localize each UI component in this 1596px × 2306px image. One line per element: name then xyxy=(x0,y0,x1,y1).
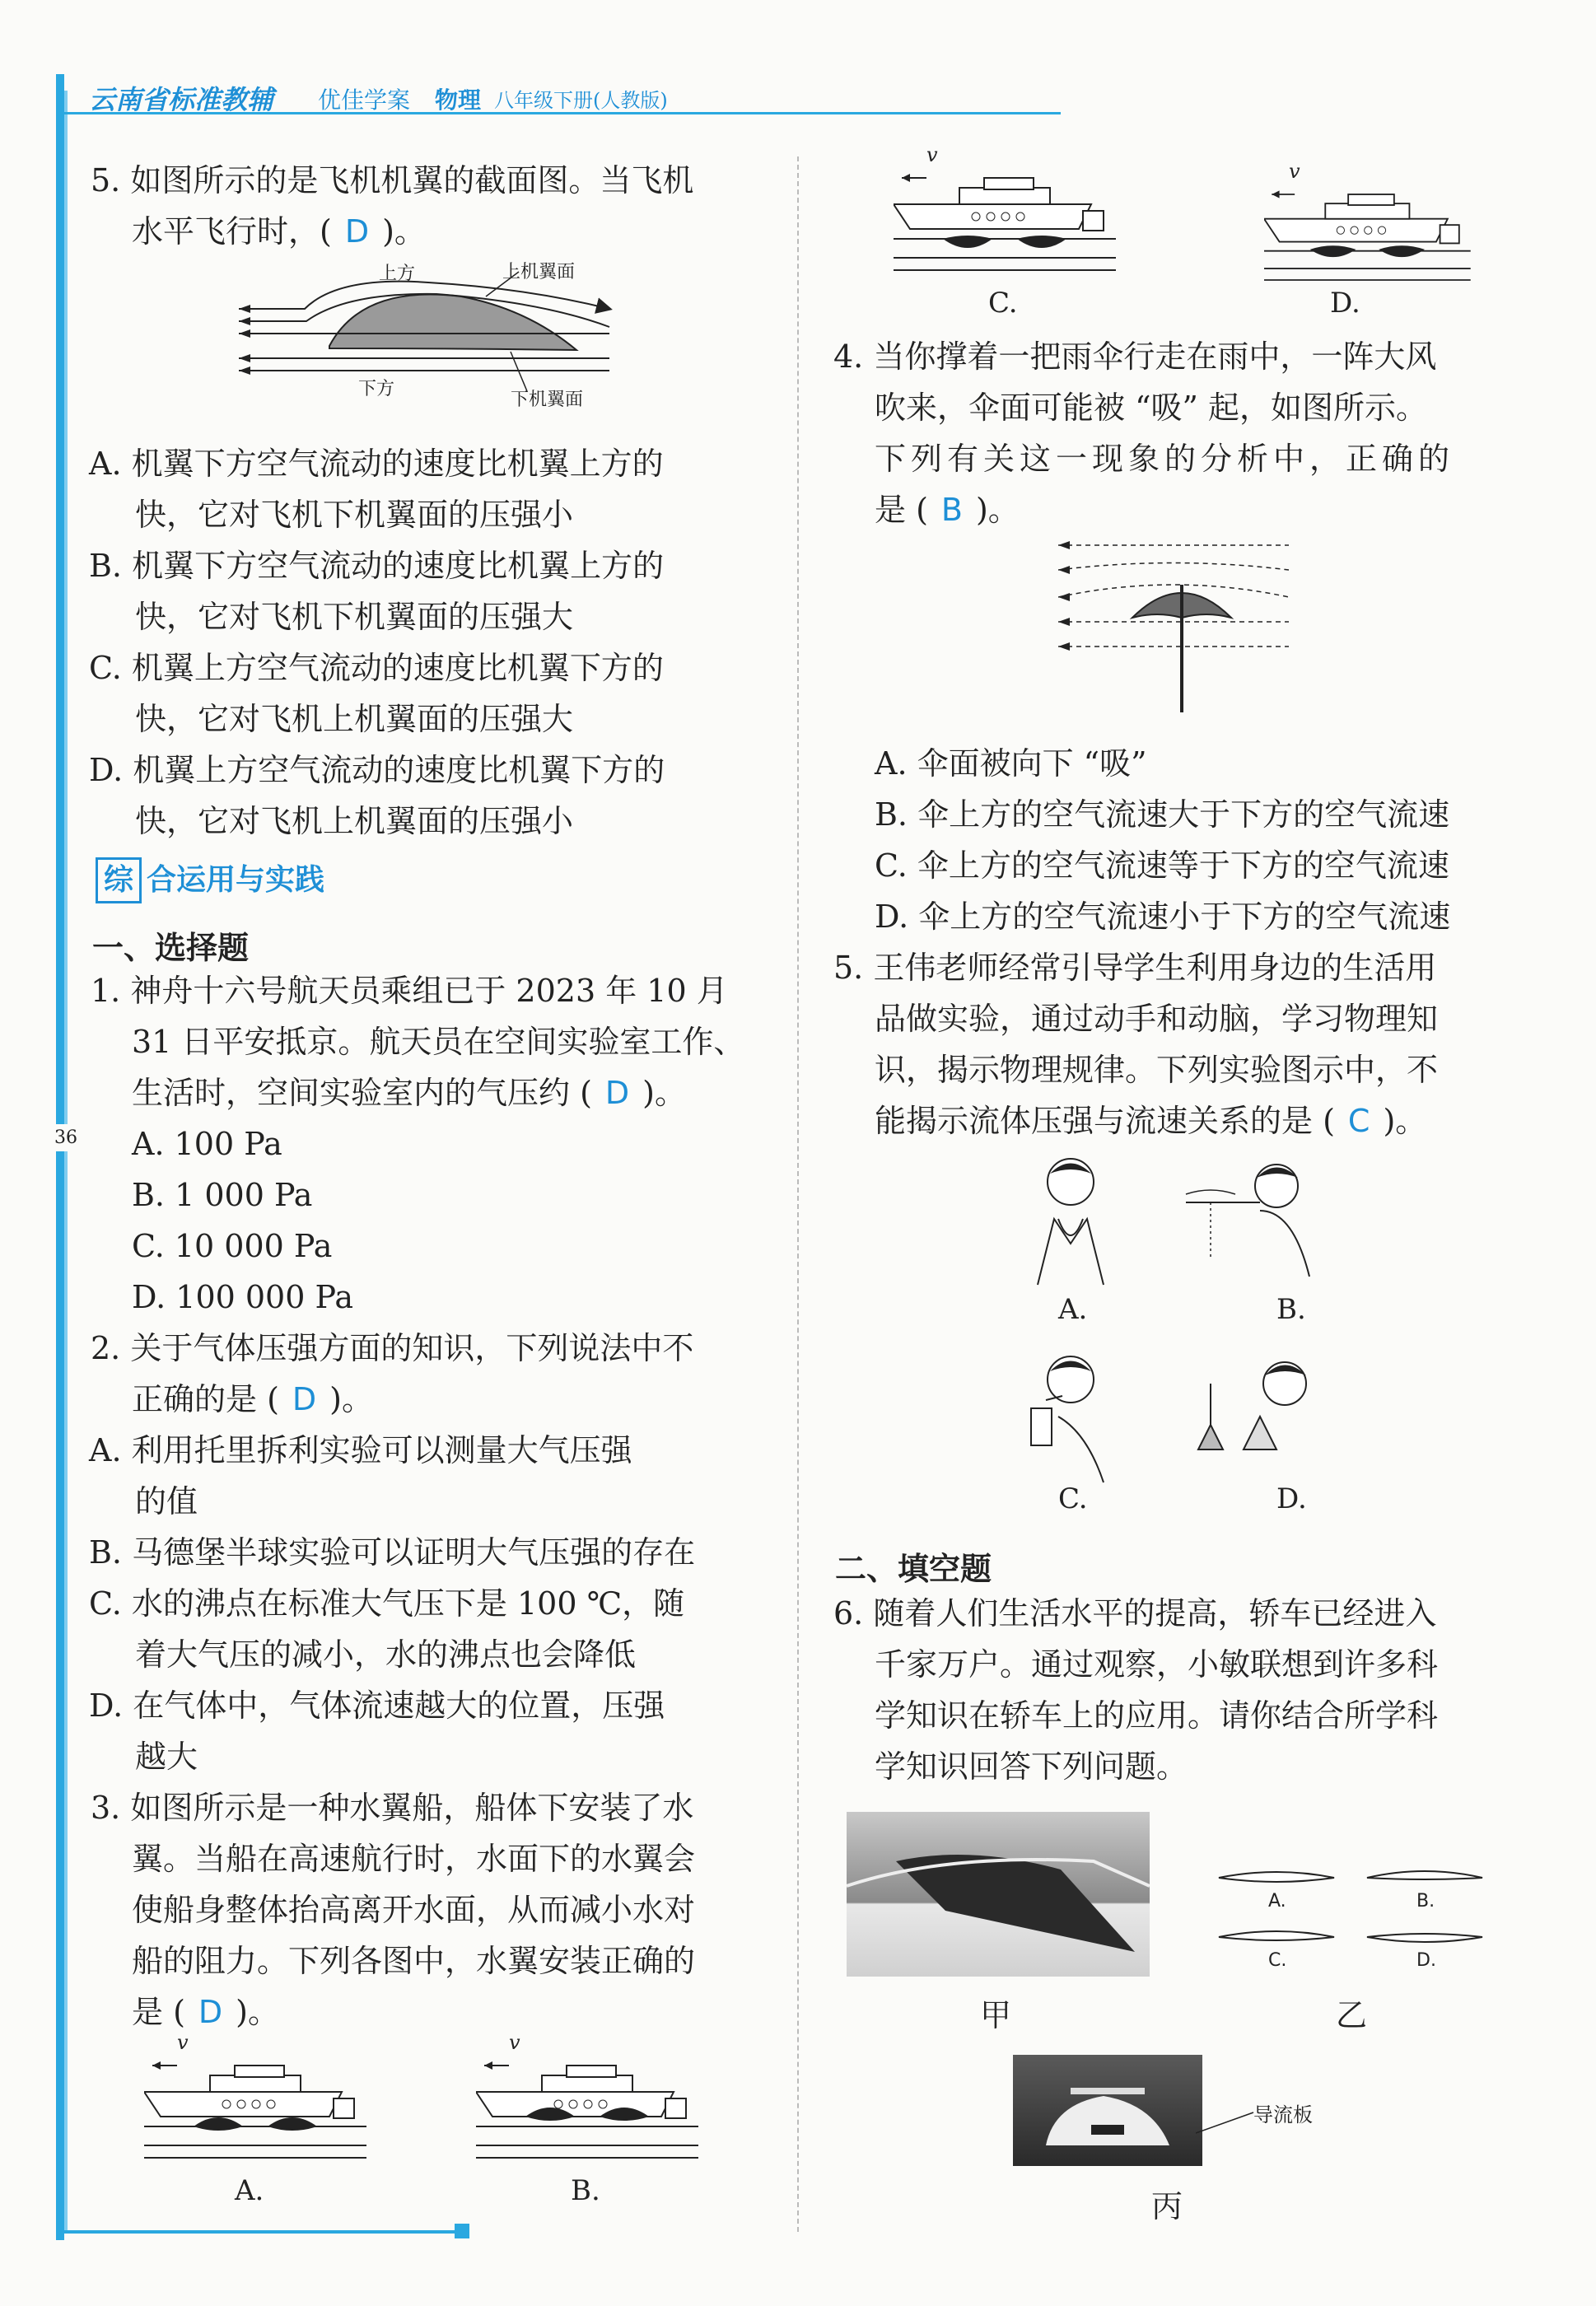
q4-line1: 4. 当你撑着一把雨伞行走在雨中，一阵大风 xyxy=(833,338,1437,375)
q5-option-c: C. 机翼上方空气流动的速度比机翼下方的 快，它对飞机上机翼面的压强大 xyxy=(89,650,664,737)
q1-line3: 生活时，空间实验室内的气压约 ( D )。 xyxy=(132,1075,686,1111)
q1-option-b: B. 1 000 Pa xyxy=(132,1177,313,1213)
boat-figure-a xyxy=(144,2031,383,2207)
q5-option-d: D. 机翼上方空气流动的速度比机翼下方的 快，它对飞机上机翼面的压强小 xyxy=(89,752,665,839)
q4-option-b: B. 伞上方的空气流速大于下方的空气流速 xyxy=(875,796,1450,833)
q2-answer: D xyxy=(292,1381,317,1417)
q3-answer: D xyxy=(198,1994,223,2030)
question-5-wing xyxy=(91,155,774,257)
airfoil-label-b: B. xyxy=(1416,1891,1435,1912)
q4-answer: B xyxy=(940,492,963,528)
header-series: 云南省标准教辅 xyxy=(89,84,274,115)
q5r-line2: 品做实验，通过动手和动脑，学习物理知 xyxy=(875,1001,1439,1037)
q6-line2: 千家万户。通过观察，小敏联想到许多科 xyxy=(875,1646,1439,1683)
q1-line2: 31 日平安抵京。航天员在空间实验室工作、 xyxy=(132,1024,745,1060)
q4-option-c: C. 伞上方的空气流速等于下方的空气流速 xyxy=(875,847,1449,884)
q1-line1: 1. 神舟十六号航天员乘组已于 2023 年 10 月 xyxy=(91,973,728,1009)
experiment-d xyxy=(1194,1351,1326,1524)
wing-lower-surface-label: 下机翼面 xyxy=(511,390,584,410)
boat-a-velocity: v xyxy=(177,2031,189,2054)
car-window-sketch xyxy=(847,1812,1150,1977)
q2-option-c: C. 水的沸点在标准大气压下是 100 ℃，随 着大气压的减小，水的沸点也会降低 xyxy=(89,1585,685,1673)
header-grade: 八年级下册(人教版) xyxy=(494,89,668,112)
q3-line5: 是 ( D )。 xyxy=(132,1994,279,2030)
experiment-a-sketch xyxy=(1021,1153,1120,1293)
q4-option-a: A. 伞面被向下 “吸” xyxy=(875,745,1147,782)
q5-line1: 5. 如图所示的是飞机机翼的截面图。当飞机 xyxy=(91,162,694,198)
q6-line3: 学知识在轿车上的应用。请你结合所学科 xyxy=(875,1697,1439,1734)
label-jia: 甲 xyxy=(980,1997,1012,2033)
section-badge: 综 xyxy=(96,857,142,903)
experiment-b-sketch xyxy=(1178,1153,1326,1293)
spoiler-label: 导流板 xyxy=(1253,2103,1313,2126)
airfoil-figure-yi xyxy=(1211,1861,1491,1977)
experiment-c-sketch xyxy=(1021,1351,1120,1491)
boat-a-label: A. xyxy=(235,2174,264,2207)
q5-options xyxy=(91,438,774,847)
boat-b-diagram xyxy=(476,2034,707,2166)
q2-option-a: A. 利用托里拆利实验可以测量大气压强 的值 xyxy=(89,1432,632,1519)
airfoil-label-d: D. xyxy=(1416,1950,1436,1971)
q2-option-d: D. 在气体中，气体流速越大的位置，压强 越大 xyxy=(89,1687,665,1775)
header-subject: 物理 xyxy=(435,86,482,114)
bottom-marker xyxy=(455,2224,469,2238)
spoiler-pointer-line xyxy=(1196,2108,1262,2141)
q4-options xyxy=(833,738,1517,942)
question-3 xyxy=(91,1782,774,2038)
q4-line3: 下列有关这一现象的分析中，正确的 xyxy=(875,441,1455,477)
wing-upper-surface-label: 上机翼面 xyxy=(502,262,576,282)
q1-option-d: D. 100 000 Pa xyxy=(132,1279,354,1315)
boat-b-label: B. xyxy=(571,2174,600,2207)
column-divider xyxy=(797,156,799,2232)
spoiler-car-sketch xyxy=(1013,2055,1202,2166)
boat-d-velocity: v xyxy=(1289,160,1300,183)
boat-d-label: D. xyxy=(1330,287,1360,320)
q6-line4: 学知识回答下列问题。 xyxy=(875,1748,1188,1785)
page-number: 36 xyxy=(54,1124,77,1151)
question-5-experiments xyxy=(833,942,1517,1146)
header-bar xyxy=(56,74,1061,114)
wing-figure xyxy=(214,251,642,416)
experiment-b-label: B. xyxy=(1276,1293,1306,1326)
wing-lower-label: 下方 xyxy=(358,379,395,399)
car-photo-bing xyxy=(1013,2055,1202,2166)
left-border-bar xyxy=(56,74,64,2240)
label-yi: 乙 xyxy=(1336,1997,1368,2033)
q5r-line1: 5. 王伟老师经常引导学生利用身边的生活用 xyxy=(833,950,1437,986)
q1-option-a: A. 100 Pa xyxy=(132,1126,282,1162)
q4-line2: 吹来，伞面可能被 “吸” 起，如图所示。 xyxy=(875,390,1428,426)
airfoil-shapes xyxy=(1211,1861,1491,1968)
experiment-a-label: A. xyxy=(1058,1293,1088,1326)
airfoil-label-c: C. xyxy=(1268,1950,1287,1971)
question-1 xyxy=(91,965,774,1323)
boat-a-diagram xyxy=(144,2034,375,2166)
car-photo-jia xyxy=(847,1812,1150,1977)
q2-option-b: B. 马德堡半球实验可以证明大气压强的存在 xyxy=(89,1534,696,1571)
umbrella-figure xyxy=(1058,535,1297,725)
q3-line4: 船的阻力。下列各图中，水翼安装正确的 xyxy=(132,1943,696,1979)
q4-line4: 是 ( B )。 xyxy=(875,492,1020,528)
umbrella-diagram xyxy=(1058,535,1297,725)
experiment-b xyxy=(1178,1153,1326,1334)
boat-c-label: C. xyxy=(988,287,1018,320)
q2-line2: 正确的是 ( D )。 xyxy=(132,1381,373,1417)
left-border-accent xyxy=(64,91,68,2232)
q4-option-d: D. 伞上方的空气流速小于下方的空气流速 xyxy=(875,899,1451,935)
q3-line1: 3. 如图所示是一种水翼船，船体下安装了水 xyxy=(91,1790,694,1826)
boat-figure-d xyxy=(1264,160,1486,329)
q3-line3: 使船身整体抬高离开水面，从而减小水对 xyxy=(132,1892,696,1928)
airfoil-label-a: A. xyxy=(1268,1891,1286,1912)
q5r-answer: C xyxy=(1347,1103,1370,1139)
subsection-fill-blank: 二、填空题 xyxy=(835,1551,992,1587)
question-4-umbrella xyxy=(833,331,1517,535)
q1-option-c: C. 10 000 Pa xyxy=(132,1228,333,1264)
boat-b-velocity: v xyxy=(509,2031,520,2054)
q2-line1: 2. 关于气体压强方面的知识，下列说法中不 xyxy=(91,1330,694,1366)
experiment-a xyxy=(1021,1153,1120,1334)
subsection-choice: 一、选择题 xyxy=(92,930,250,966)
q3-line2: 翼。当船在高速航行时，水面下的水翼会 xyxy=(132,1841,696,1877)
wing-upper-label: 上方 xyxy=(379,264,416,284)
section-title: 合运用与实践 xyxy=(147,863,325,897)
q5r-line3: 识，揭示物理规律。下列实验图示中，不 xyxy=(875,1052,1439,1088)
q5-answer: D xyxy=(344,213,370,250)
question-2 xyxy=(91,1323,774,1782)
bottom-rule xyxy=(58,2230,461,2234)
q5-option-b: B. 机翼下方空气流动的速度比机翼上方的 快，它对飞机下机翼面的压强大 xyxy=(89,548,665,635)
boat-d-diagram xyxy=(1264,165,1478,288)
boat-c-diagram xyxy=(894,147,1124,278)
experiment-c-label: C. xyxy=(1058,1482,1088,1515)
experiment-d-sketch xyxy=(1194,1351,1326,1491)
question-6 xyxy=(833,1588,1517,1792)
q5-option-a: A. 机翼下方空气流动的速度比机翼上方的 快，它对飞机下机翼面的压强小 xyxy=(89,446,664,533)
section-header xyxy=(96,857,324,903)
q6-line1: 6. 随着人们生活水平的提高，轿车已经进入 xyxy=(833,1595,1437,1631)
experiment-d-label: D. xyxy=(1276,1482,1307,1515)
boat-c-velocity: v xyxy=(926,143,938,166)
q5r-line4: 能揭示流体压强与流速关系的是 ( C )。 xyxy=(875,1103,1427,1139)
q5-line2: 水平飞行时，( D )。 xyxy=(132,213,426,250)
q1-answer: D xyxy=(604,1075,630,1111)
boat-figure-b xyxy=(476,2031,715,2207)
experiment-c xyxy=(1021,1351,1120,1524)
boat-figure-c xyxy=(894,143,1132,328)
label-bing: 丙 xyxy=(1151,2188,1183,2224)
header-subtitle: 优佳学案 xyxy=(318,86,411,114)
